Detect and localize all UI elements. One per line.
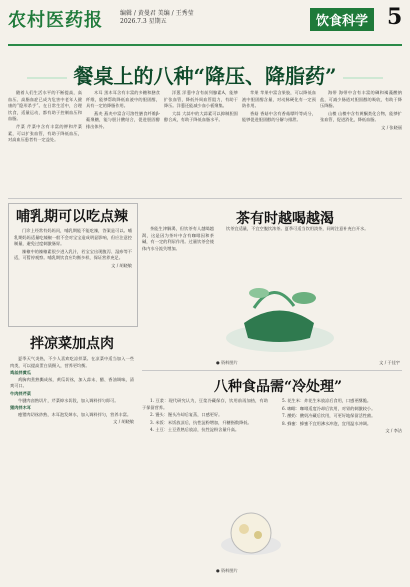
- section-divider: [8, 198, 402, 199]
- paragraph: 木耳 黑木耳含有丰富的多糖和膳食纤维，能够帮助降低血液中的胆固醇，具有一定的降脂作用。: [86, 90, 160, 109]
- main-col-3: [164, 90, 238, 125]
- article-title-cold-food: 八种食品需“冷处理”: [214, 379, 343, 395]
- paragraph: 茶能生津解渴，但饮茶有人越喝越渴，这是因为茶叶中含有咖啡因和茶碱，有一定的利尿作用。过量饮茶会使体内水分流失增加。: [142, 226, 214, 251]
- article-title-cold-dish: 拌凉菜加点肉: [30, 336, 114, 352]
- editor-line: 编辑 / 黄曼君 美编 / 王秀莹: [120, 10, 194, 17]
- author-line: 文 / 胡晓敏: [113, 419, 134, 425]
- section-divider: [142, 370, 402, 371]
- paragraph: 牛腱肉卤熟切片，芹菜焯水切段，加入调料拌匀即可。: [18, 397, 119, 403]
- paragraph: 香菇 香菇中含有香菇嘌呤等成分，能够促进胆固醇的分解与排泄。: [242, 110, 316, 123]
- header-rule: [8, 44, 402, 46]
- paragraph: 洋葱 洋葱中含有前列腺素A，能够扩张血管，降低外周血管阻力，有助于降压。洋葱还能减少血小板聚集。: [164, 90, 238, 109]
- paragraph: 饮茶宜适量，不宜空腹饮浓茶。夏季可适当饮用淡茶，同时注意补充白开水。: [226, 226, 369, 231]
- tea-caption: ● 资料图片: [216, 360, 238, 365]
- paragraph: 辣椒中的辣椒素很少进入乳汁，若宝宝出现腹泻、湿疹等不适，可暂停观察。哺乳期饮食应均衡多样，保证营养充足。: [14, 248, 132, 261]
- masthead-subline: [120, 10, 194, 26]
- list-item: 4. 土豆：土豆煮熟后放凉，抗性淀粉含量升高。: [150, 427, 240, 433]
- list-item: 8. 蜂蜜：蜂蜜不宜用沸水冲泡，宜用温水冲调。: [282, 420, 372, 426]
- author-line: 文 / 于佳宇: [379, 360, 400, 365]
- paragraph: 门诊上经常有妈妈问，哺乳期能不能吃辣，答案是可以。哺乳期妈妈适量吃辣椒一般不会对宝宝造成明显影响，但应注意控制量，避免过度刺激肠胃。: [14, 228, 132, 247]
- subheading: 鸡丝拌黄瓜: [10, 370, 31, 376]
- list-item: 2. 馒头：馒头冷却后复蒸，口感更好。: [150, 412, 223, 418]
- paragraph: 鸡胸肉煮熟撕成丝，黄瓜切丝，加入蒜末、醋、香油调味，清爽可口。: [10, 376, 134, 389]
- paragraph: 瘦猪肉切丝炒熟，木耳泡发焯水，加入调料拌匀，营养丰富。: [18, 411, 132, 417]
- main-col-5: [320, 90, 402, 132]
- cold-food-list-right: [274, 398, 402, 435]
- tea-illustration: [214, 268, 346, 358]
- paragraph: 大蒜 大蒜中的大蒜素可以抑制胆固醇合成，有助于降低血脂水平。: [164, 110, 238, 123]
- paragraph: 海带 海带中含有丰富的碘和褐藻酸钠盐，可减少肠道对胆固醇的吸收，有助于降压降脂。: [320, 90, 402, 109]
- food-illustration: [216, 495, 286, 565]
- list-item: 3. 米饭：米饭放凉后，抗性淀粉增加，升糖指数降低。: [150, 419, 252, 425]
- subheading: 牛肉拌芹菜: [10, 390, 31, 396]
- section-label: 饮食科学: [310, 8, 374, 31]
- main-title: 餐桌上的八种“降压、降脂药”: [73, 64, 337, 88]
- paragraph: 芹菜 芹菜中含有丰富的钾和芹菜素，可以扩张血管，有助于降低血压，对高血压患者有一定益处。: [8, 123, 82, 143]
- list-item: 7. 酸奶：酸奶冷藏后饮用，可更好地保留活性菌。: [282, 413, 376, 419]
- page-number: 5: [387, 4, 403, 30]
- paragraph: 山楂 山楂中含有黄酮类化合物，能够扩张血管，促进消化，降低血脂。: [320, 110, 402, 123]
- main-col-1: [8, 90, 82, 145]
- cold-food-list-left: [142, 398, 268, 435]
- date-line: 2026.7.3 星期五: [120, 18, 167, 25]
- list-item: 1. 豆浆：现代研究认为，豆浆冷藏保存，饮用前再加热，有助于保留营养。: [142, 398, 268, 410]
- article-body-cold-dish: [10, 356, 134, 426]
- article-body-tea-left: [142, 226, 214, 253]
- subheading: 猪肉拌木耳: [10, 405, 31, 411]
- paragraph: 随着人们生活水平的不断提高，高血压、高脂血症已成为危害中老年人健康的“隐形杀手”。在日常生活中，合理饮食，适量运动，都有助于控制血压和血脂。: [8, 90, 82, 122]
- food-caption: ● 资料图片: [216, 568, 238, 573]
- author-line: 文 / 张晓丽: [381, 124, 402, 130]
- main-col-4: [242, 90, 316, 125]
- headline-deco-left: [27, 77, 67, 79]
- article-title-tea: 茶有时越喝越渴: [236, 211, 334, 227]
- main-headline: [0, 60, 410, 89]
- paragraph: 苹果 苹果中富含果胶，可以降低血液中胆固醇含量，对动脉硬化有一定预防作用。: [242, 90, 316, 109]
- masthead: 农村医药报: [8, 10, 103, 31]
- author-line: 文 / 李洁: [385, 428, 402, 434]
- paragraph: 夏季天气炎热，不少人喜欢吃凉拌菜。在凉菜中适当加入一些肉类，可以提高蛋白质摄入，营养更均衡。: [10, 356, 134, 368]
- author-line: 文 / 胡晓敏: [111, 262, 132, 268]
- paragraph: 燕麦 燕麦中富含可溶性膳食纤维β-葡聚糖，能与胆汁酸结合，促进胆固醇排出体外。: [86, 110, 160, 129]
- main-col-2: [86, 90, 160, 132]
- article-title-breastfeeding: 哺乳期可以吃点辣: [16, 209, 128, 225]
- list-item: 5. 花生米：炸花生米放凉后食用，口感更酥脆。: [282, 398, 372, 403]
- page-header: [0, 0, 410, 46]
- article-body-tea-right: [218, 226, 400, 234]
- headline-deco-right: [343, 77, 383, 79]
- list-item: 6. 咖啡：咖啡适度冷却后饮用，对胃的刺激较小。: [282, 405, 376, 411]
- article-body-breastfeeding: [14, 228, 132, 270]
